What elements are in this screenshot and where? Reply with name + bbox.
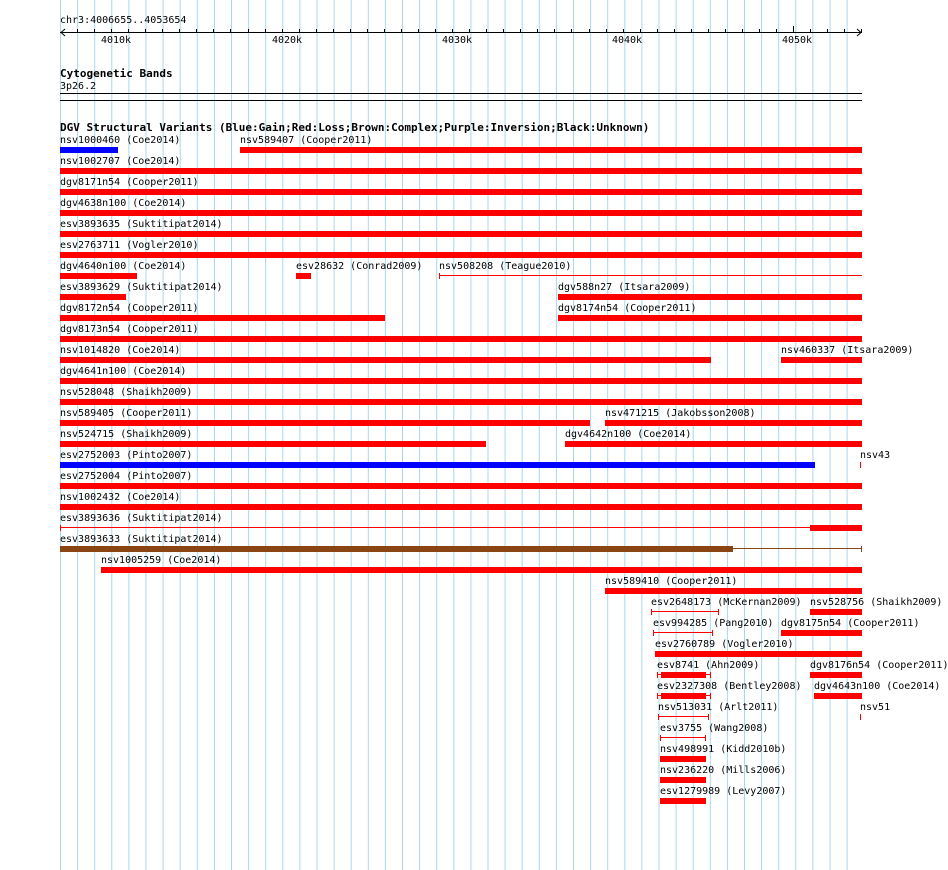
variant-label[interactable]: nsv589407 (Cooper2011) xyxy=(240,135,373,146)
variant-bar[interactable] xyxy=(60,357,711,363)
variant-line[interactable] xyxy=(653,632,713,633)
variant-label[interactable]: dgv4641n100 (Coe2014) xyxy=(60,366,187,377)
variant-label[interactable]: dgv8171n54 (Cooper2011) xyxy=(60,177,199,188)
dgv-track-title[interactable]: DGV Structural Variants (Blue:Gain;Red:Loss;Brown:Complex;Purple:Inversion;Black:Unknown) xyxy=(60,121,650,134)
variant-label[interactable]: esv2752004 (Pinto2007) xyxy=(60,471,193,482)
variant-end-tick xyxy=(710,693,711,699)
variant-label[interactable]: dgv4640n100 (Coe2014) xyxy=(60,261,187,272)
variant-line[interactable] xyxy=(651,611,719,612)
variant-label[interactable]: esv3893633 (Suktitipat2014) xyxy=(60,534,223,545)
variant-label[interactable]: dgv8174n54 (Cooper2011) xyxy=(558,303,697,314)
variant-bar[interactable] xyxy=(60,336,862,342)
variant-bar[interactable] xyxy=(814,693,862,699)
variant-bar[interactable] xyxy=(60,189,862,195)
variant-label[interactable]: dgv588n27 (Itsara2009) xyxy=(558,282,691,293)
variant-line[interactable] xyxy=(439,275,862,276)
variant-label[interactable]: dgv4642n100 (Coe2014) xyxy=(565,429,692,440)
variant-label[interactable]: esv28632 (Conrad2009) xyxy=(296,261,423,272)
ruler-tick-label: 4040k xyxy=(611,35,643,46)
variant-bar[interactable] xyxy=(605,588,862,594)
variant-bar[interactable] xyxy=(558,294,862,300)
variant-label[interactable]: dgv8173n54 (Cooper2011) xyxy=(60,324,199,335)
variant-bar[interactable] xyxy=(60,399,862,405)
variant-end-tick xyxy=(708,714,709,720)
variant-label[interactable]: dgv4643n100 (Coe2014) xyxy=(814,681,941,692)
variant-label[interactable]: nsv528048 (Shaikh2009) xyxy=(60,387,193,398)
variant-line[interactable] xyxy=(60,527,862,528)
variant-bar[interactable] xyxy=(810,609,862,615)
position-label: chr3:4006655..4053654 xyxy=(60,15,187,26)
variant-bar[interactable] xyxy=(60,273,137,279)
variant-label[interactable]: esv3893636 (Suktitipat2014) xyxy=(60,513,223,524)
variant-label[interactable]: nsv508208 (Teague2010) xyxy=(439,261,572,272)
variant-block[interactable] xyxy=(810,525,862,531)
variant-bar[interactable] xyxy=(101,567,862,573)
variant-line[interactable] xyxy=(658,716,709,717)
ruler-tick-label: 4050k xyxy=(781,35,813,46)
variant-label[interactable]: nsv460337 (Itsara2009) xyxy=(781,345,914,356)
variant-label[interactable]: nsv236220 (Mills2006) xyxy=(660,765,787,776)
variant-label[interactable]: dgv8172n54 (Cooper2011) xyxy=(60,303,199,314)
variant-end-tick xyxy=(651,609,652,615)
variant-bar[interactable] xyxy=(60,252,862,258)
variant-label[interactable]: esv2763711 (Vogler2010) xyxy=(60,240,199,251)
variant-end-tick xyxy=(705,735,706,741)
variant-bar[interactable] xyxy=(60,147,118,153)
variant-label[interactable]: nsv589410 (Cooper2011) xyxy=(605,576,738,587)
variant-block[interactable] xyxy=(661,693,706,699)
variant-bar[interactable] xyxy=(660,756,706,762)
variant-label[interactable]: nsv43 xyxy=(860,450,891,461)
variant-bar[interactable] xyxy=(60,420,590,426)
ruler-tick-label: 4010k xyxy=(100,35,132,46)
variant-bar[interactable] xyxy=(60,462,815,468)
variant-end-tick xyxy=(657,693,658,699)
variant-label[interactable]: esv994285 (Pang2010) xyxy=(653,618,774,629)
variant-label[interactable]: nsv589405 (Cooper2011) xyxy=(60,408,193,419)
variant-end-tick xyxy=(658,714,659,720)
variant-label[interactable]: esv3893635 (Suktitipat2014) xyxy=(60,219,223,230)
cytoband-track-title[interactable]: Cytogenetic Bands xyxy=(60,67,173,80)
variant-block[interactable] xyxy=(60,546,733,552)
variant-bar[interactable] xyxy=(565,441,862,447)
variant-bar[interactable] xyxy=(60,168,862,174)
variant-bar[interactable] xyxy=(60,210,862,216)
variant-end-tick xyxy=(60,525,61,531)
variant-label[interactable]: dgv8175n54 (Cooper2011) xyxy=(781,618,920,629)
variant-bar[interactable] xyxy=(558,315,862,321)
variant-bar[interactable] xyxy=(60,378,862,384)
variant-end-tick xyxy=(660,735,661,741)
variant-label[interactable]: nsv1014820 (Coe2014) xyxy=(60,345,181,356)
variant-bar[interactable] xyxy=(655,651,862,657)
variant-bar[interactable] xyxy=(60,483,862,489)
variant-label[interactable]: dgv4638n100 (Coe2014) xyxy=(60,198,187,209)
variant-label[interactable]: esv3755 (Wang2008) xyxy=(660,723,769,734)
variant-label[interactable]: nsv498991 (Kidd2010b) xyxy=(660,744,787,755)
variant-end-tick xyxy=(718,609,719,615)
ruler-tick-label: 4020k xyxy=(271,35,303,46)
variant-bar[interactable] xyxy=(660,777,706,783)
variant-end-tick[interactable] xyxy=(860,714,861,720)
variant-end-tick xyxy=(861,546,862,552)
variant-label[interactable]: esv2752003 (Pinto2007) xyxy=(60,450,193,461)
variant-label[interactable]: nsv1002707 (Coe2014) xyxy=(60,156,181,167)
variant-label[interactable]: esv1279989 (Levy2007) xyxy=(660,786,787,797)
variant-bar[interactable] xyxy=(60,231,862,237)
variant-label[interactable]: nsv51 xyxy=(860,702,891,713)
variant-label[interactable]: nsv1000460 (Coe2014) xyxy=(60,135,181,146)
variant-label[interactable]: esv2648173 (McKernan2009) xyxy=(651,597,802,608)
variant-block[interactable] xyxy=(661,672,706,678)
variant-label[interactable]: nsv1005259 (Coe2014) xyxy=(101,555,222,566)
variant-label[interactable]: esv3893629 (Suktitipat2014) xyxy=(60,282,223,293)
variant-label[interactable]: esv8741 (Ahn2009) xyxy=(657,660,760,671)
variant-label[interactable]: nsv528756 (Shaikh2009) xyxy=(810,597,943,608)
variant-end-tick xyxy=(60,546,61,552)
variant-label[interactable]: esv2327308 (Bentley2008) xyxy=(657,681,802,692)
variant-bar[interactable] xyxy=(810,672,862,678)
variant-label[interactable]: dgv8176n54 (Cooper2011) xyxy=(810,660,948,671)
variant-bar[interactable] xyxy=(296,273,311,279)
variant-end-tick xyxy=(439,273,440,279)
variant-end-tick xyxy=(712,630,713,636)
cytoband-label[interactable]: 3p26.2 xyxy=(60,81,97,92)
variant-end-tick xyxy=(657,672,658,678)
variant-label[interactable]: nsv524715 (Shaikh2009) xyxy=(60,429,193,440)
variant-bar[interactable] xyxy=(60,315,385,321)
variant-end-tick[interactable] xyxy=(860,462,861,468)
variant-bar[interactable] xyxy=(781,630,862,636)
variant-bar[interactable] xyxy=(660,798,706,804)
variant-label[interactable]: esv2760789 (Vogler2010) xyxy=(655,639,794,650)
ruler-tick-label: 4030k xyxy=(441,35,473,46)
variant-label[interactable]: nsv1002432 (Coe2014) xyxy=(60,492,181,503)
variant-bar[interactable] xyxy=(60,504,862,510)
variant-end-tick xyxy=(653,630,654,636)
variant-bar[interactable] xyxy=(60,294,126,300)
variant-end-tick xyxy=(710,672,711,678)
variant-bar[interactable] xyxy=(240,147,862,153)
variant-bar[interactable] xyxy=(605,420,862,426)
variant-bar[interactable] xyxy=(781,357,862,363)
variant-line[interactable] xyxy=(660,737,706,738)
variant-label[interactable]: nsv513031 (Arlt2011) xyxy=(658,702,779,713)
variant-bar[interactable] xyxy=(60,441,486,447)
variant-label[interactable]: nsv471215 (Jakobsson2008) xyxy=(605,408,756,419)
